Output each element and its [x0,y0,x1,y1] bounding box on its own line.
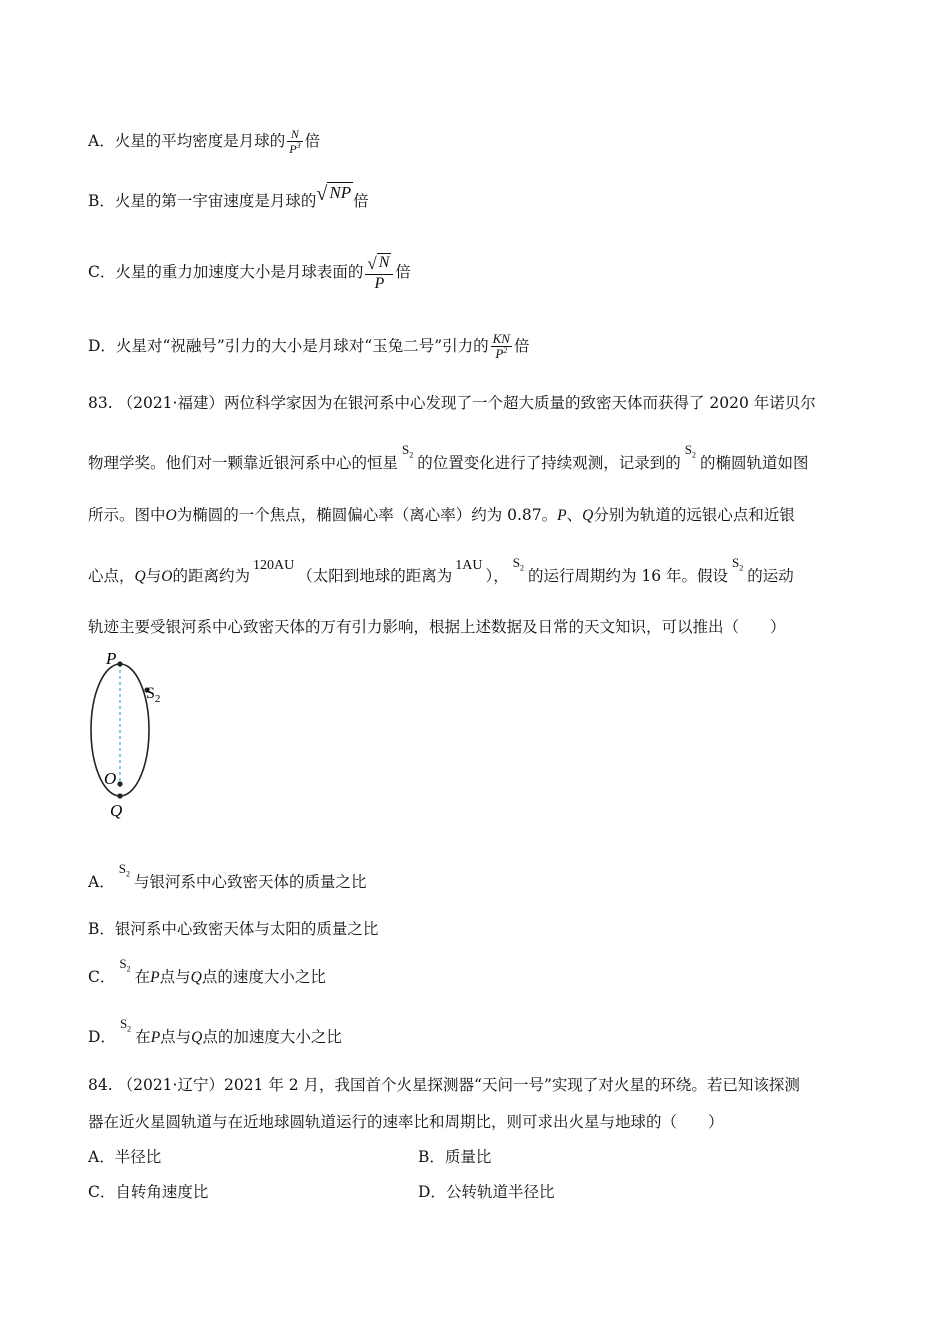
q84-option-b: B．质量比 [418,1148,492,1166]
square-root: √ NP [316,183,352,205]
q83-option-c: C．$S_2$ 在P点与Q点的速度大小之比 [88,956,326,986]
label-o: O [104,769,117,788]
fraction: $\frac{KN}{P^2}$ [492,331,510,362]
point-q [117,793,122,798]
star-s2-label: $S_2$ [118,861,130,879]
star-s2-label: $S_2$ [512,555,524,573]
q84-option-d: D．公转轨道半径比 [418,1183,555,1201]
q82-option-c: C．火星的重力加速度大小是月球表面的 $\frac{√ N}{P}$ 倍 [88,254,411,292]
q83-stem-line-2: 物理学奖。他们对一颗靠近银河系中心的恒星$S_2$ 的位置变化进行了持续观测，记录到的$S_2$ 的椭圆轨道如图 [88,442,809,472]
q84-stem-line-1: 84. （2021·辽宁）2021 年 2 月，我国首个火星探测器“天问一号”实现了对火星的环绕。若已知该探测 [88,1076,800,1094]
star-s2-label: $S_2$ [119,956,131,974]
orbit-diagram [80,646,190,826]
q83-stem-line-4: 心点，Q与O的距离约为120AU（太阳到地球的距离为1AU），$S_2$ 的运行周期约为 16 年。假设$S_2$ 的运动 [88,555,794,585]
star-s2-label: $S_2$ [684,442,696,460]
label-q: Q [110,801,123,820]
label-p: P [106,649,117,668]
star-s2-label: $S_2$ [732,555,744,573]
q83-stem-line-1: 83. （2021·福建）两位科学家因为在银河系中心发现了一个超大质量的致密天体而获得了 2020 年诺贝尔 [88,394,816,412]
q84-stem-line-2: 器在近火星圆轨道与在近地球圆轨道运行的速率比和周期比，则可求出火星与地球的（ ） [88,1113,724,1131]
q83-option-d: D．$S_2$ 在P点与Q点的加速度大小之比 [88,1016,342,1046]
q84-option-c: C．自转角速度比 [88,1183,209,1201]
q82-option-b: B．火星的第一宇宙速度是月球的√ NP 倍 [88,183,369,210]
point-p [117,661,122,666]
star-s2-label: $S_2$ [402,442,414,460]
q82-option-a: A．火星的平均密度是月球的 $\frac{N}{P^3}$ 倍 [88,127,321,157]
q83-stem-line-3: 所示。图中O为椭圆的一个焦点，椭圆偏心率（离心率）约为 0.87。P、Q分别为轨道的远银心点和近银 [88,506,795,524]
q82-option-d: D．火星对“祝融号”引力的大小是月球对“玉兔二号”引力的 $\frac{KN}{P^2}$ 倍 [88,331,530,362]
point-o [117,781,122,786]
star-s2-label: $S_2$ [119,1016,132,1034]
fraction: $\frac{√ N}{P}$ [365,254,393,292]
q83-stem-line-5: 轨迹主要受银河系中心致密天体的万有引力影响，根据上述数据及日常的天文知识，可以推出（ ） [88,618,786,636]
q83-option-b: B．银河系中心致密天体与太阳的质量之比 [88,920,379,938]
label-s2: $S_2$ [146,685,161,705]
q84-option-a: A．半径比 [88,1148,162,1166]
fraction: $\frac{N}{P^3}$ [289,127,301,157]
q83-option-a: A．$S_2$ 与银河系中心致密天体的质量之比 [88,861,367,891]
